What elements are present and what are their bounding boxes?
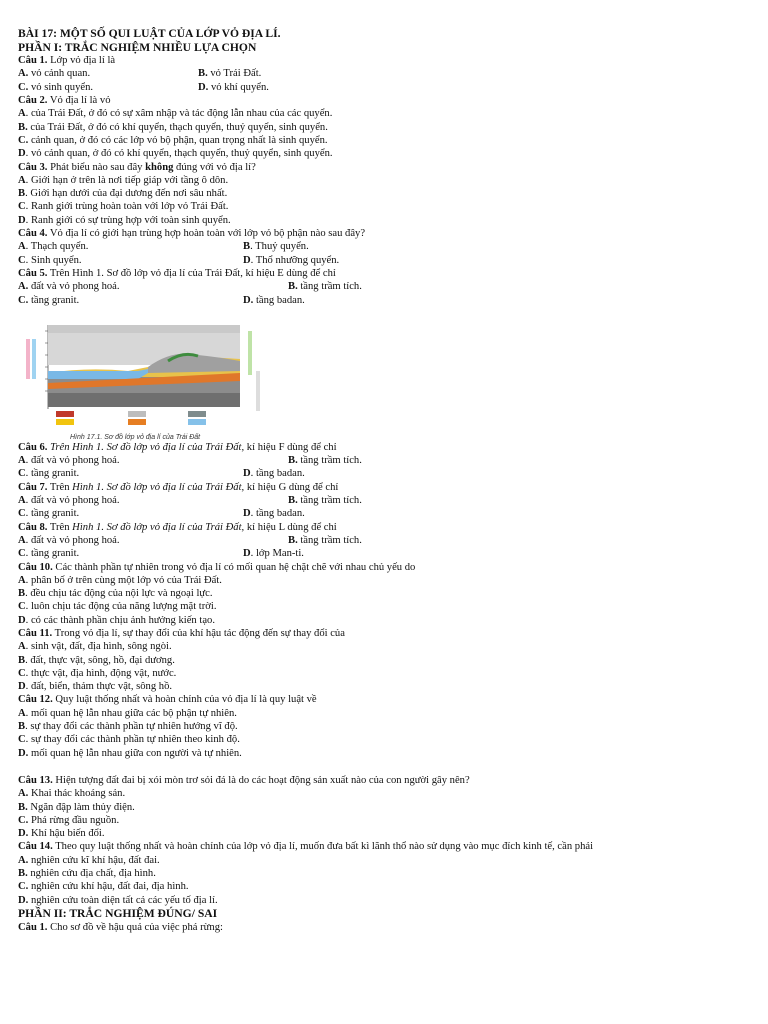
question-12 [18, 693, 758, 706]
option-text: vỏ sinh quyển. [28, 81, 94, 93]
option-text: . tầng granit. [25, 508, 80, 520]
option-letter: D. [18, 828, 29, 840]
question-text: Hiện tượng đất đai bị xói mòn trơ sỏi đá là do các hoạt động sản xuất nào của con người gây nên? [52, 774, 470, 786]
option-letter: D [243, 468, 251, 480]
option-text: . Thổ nhưỡng quyển. [250, 254, 340, 266]
option-letter: D [243, 254, 251, 266]
option-d [18, 894, 758, 907]
question-label: Câu 10. [18, 561, 53, 573]
question-13 [18, 774, 758, 787]
option-letter: A. [18, 854, 29, 866]
question-label: Câu 6. [18, 441, 48, 453]
option-letter: B. [288, 281, 298, 293]
option-letter: B. [198, 68, 208, 80]
question-text: Lớp vỏ địa lí là [47, 55, 116, 67]
option-letter: C. [18, 134, 29, 146]
option-letter: D. [18, 894, 29, 906]
options-row [18, 280, 758, 293]
option-letter: C [18, 734, 26, 746]
question-label: Câu 2. [18, 95, 48, 107]
option-letter: B. [288, 495, 298, 507]
question-label: Câu 1. [18, 921, 48, 933]
option-text: tầng trầm tích. [297, 495, 362, 507]
option-text: mối quan hệ lẫn nhau giữa con người và tự nhiên. [28, 747, 242, 759]
option-text: . đều chịu tác động của nội lực và ngoại lực. [25, 588, 213, 600]
option-text: . sinh vật, đất, địa hình, sông ngòi. [25, 641, 172, 653]
part-2-heading: PHẦN II: TRẮC NGHIỆM ĐÚNG/ SAI [18, 906, 218, 920]
question-label: Câu 13. [18, 774, 53, 786]
question-text: Hình 1. Sơ đồ lớp vỏ địa lí của Trái Đất, [69, 521, 245, 533]
option-text: . thực vật, địa hình, động vật, nước. [25, 667, 177, 679]
option-letter: D. [198, 81, 209, 93]
option-letter: B. [18, 868, 28, 880]
option-letter: A [18, 241, 26, 253]
option-letter: C [18, 601, 26, 613]
question-text: Hình 1. Sơ đồ lớp vỏ địa lí của Trái Đất, [69, 481, 245, 493]
option-a [18, 107, 758, 120]
question-4 [18, 227, 758, 240]
option-letter: C. [18, 814, 29, 826]
option-b [18, 121, 758, 134]
question-5 [18, 267, 758, 280]
option-letter: A [18, 108, 26, 120]
options-row [18, 240, 758, 253]
question-text: Quy luật thống nhất và hoàn chỉnh của vỏ địa lí là quy luật về [52, 694, 317, 706]
option-text: cảnh quan, ở đó có các lớp vỏ bộ phận, quan trọng nhất là sinh quyển. [28, 134, 328, 146]
option-text: vỏ Trái Đất. [207, 68, 262, 80]
option-d [18, 827, 758, 840]
option-text: . Thạch quyển. [25, 241, 89, 253]
option-b [18, 654, 758, 667]
question-text: Trên Hình 1. Sơ đồ lớp vỏ địa lí của Trái Đất, kí hiệu E dùng để chỉ [47, 267, 336, 279]
question-7 [18, 481, 758, 494]
option-text: . đất và vỏ phong hoá. [25, 455, 120, 467]
options-row [18, 294, 758, 307]
option-text: . sự thay đổi các thành phần tự nhiên hướng vĩ độ. [25, 721, 238, 733]
option-text: . Ranh giới trùng hoàn toàn với lớp vỏ Trái Đất. [25, 201, 229, 213]
option-letter: C [18, 508, 26, 520]
option-text: . của Trái Đất, ở đó có sự xâm nhập và tác động lẫn nhau của các quyển. [25, 108, 333, 120]
question-10 [18, 561, 758, 574]
options-row [18, 507, 758, 520]
option-letter: A [18, 495, 26, 507]
keyword: không [145, 161, 174, 173]
option-text: Khai thác khoáng sản. [28, 788, 126, 800]
option-letter: B. [288, 534, 298, 546]
option-letter: D. [18, 747, 29, 759]
question-text: Vỏ địa lí có giới hạn trùng hợp hoàn toàn với lớp vỏ bộ phận nào sau đây? [47, 228, 366, 240]
options-row [18, 67, 758, 80]
options-row [18, 534, 758, 547]
option-letter: B [18, 188, 26, 200]
options-row [18, 467, 758, 480]
question-text: Theo quy luật thống nhất và hoàn chỉnh của lớp vỏ địa lí, muốn đưa bất kì lãnh thổ nào sử dụng vào mục đích kinh tế, cần phải [52, 841, 594, 853]
option-letter: D [243, 508, 251, 520]
option-text: . Giới hạn dưới của đại dương đến nơi sâu nhất. [25, 188, 228, 200]
option-a [18, 707, 758, 720]
option-a [18, 174, 758, 187]
option-letter: D [18, 681, 26, 693]
option-text: nghiên cứu khí hậu, đất đai, địa hình. [28, 881, 189, 893]
option-text: . vỏ cảnh quan, ở đó có khí quyển, thạch quyển, thuỷ quyển, sinh quyển. [25, 148, 333, 160]
option-text: . đất và vỏ phong hoá. [25, 534, 120, 546]
question-label: Câu 14. [18, 841, 53, 853]
question-label: Câu 12. [18, 694, 53, 706]
question-text: Trên Hình 1. Sơ đồ lớp vỏ địa lí của Trái Đất, [47, 441, 245, 453]
question-2 [18, 94, 758, 107]
options-row [18, 81, 758, 94]
option-letter: B [18, 654, 26, 666]
options-row [18, 254, 758, 267]
option-text: . Ranh giới có sự trùng hợp với toàn sinh quyển. [25, 214, 231, 226]
option-letter: D [18, 214, 26, 226]
figure-caption: Hình 17.1. Sơ đồ lớp vỏ địa lí của Trái Đất [70, 433, 201, 441]
option-letter: C [18, 254, 26, 266]
option-b [18, 187, 758, 200]
option-text: . lớp Man-ti. [250, 548, 304, 560]
option-text: tầng trầm tích. [297, 534, 362, 546]
lesson-title: BÀI 17: MỘT SỐ QUI LUẬT CỦA LỚP VỎ ĐỊA LÍ. [18, 27, 281, 40]
spacer [18, 760, 758, 774]
part-2-question-1 [18, 921, 758, 934]
option-letter: A [18, 574, 26, 586]
option-letter: D [18, 614, 26, 626]
question-8 [18, 521, 758, 534]
question-1 [18, 54, 758, 67]
option-text: . đất, thực vật, sông, hồ, đại dương. [25, 654, 175, 666]
option-letter: B. [18, 121, 28, 133]
option-text: Khí hậu biến đổi. [28, 828, 105, 840]
option-d [18, 747, 758, 760]
option-letter: A [18, 174, 26, 186]
option-text: . tầng badan. [250, 508, 305, 520]
option-c [18, 134, 758, 147]
worksheet [18, 27, 758, 934]
option-text: . tầng granit. [25, 468, 80, 480]
option-text: nghiên cứu địa chất, địa hình. [27, 868, 156, 880]
option-letter: B [243, 241, 251, 253]
question-text: Vỏ địa lí là vỏ [47, 95, 111, 107]
question-text: kí hiệu G dùng để chỉ [244, 481, 339, 493]
option-text: Phá rừng đầu nguồn. [28, 814, 120, 826]
option-text: vỏ khí quyển. [208, 81, 269, 93]
option-text: tầng badan. [253, 294, 305, 306]
option-letter: C [18, 667, 26, 679]
option-a [18, 574, 758, 587]
option-text: . Sinh quyển. [25, 254, 82, 266]
question-3 [18, 161, 758, 174]
option-d [18, 680, 758, 693]
question-label: Câu 5. [18, 267, 48, 279]
option-b [18, 720, 758, 733]
option-text: . đất, biển, thảm thực vật, sông hồ. [25, 681, 173, 693]
option-text: . tầng badan. [250, 468, 305, 480]
question-text: đúng với vỏ địa lí? [173, 161, 256, 173]
option-text: . đất và vỏ phong hoá. [25, 495, 120, 507]
question-text: Phát biểu nào sau đây [47, 161, 146, 173]
question-text: Trong vỏ địa lí, sự thay đổi của khí hậu tác động đến sự thay đổi của [52, 627, 345, 639]
option-letter: C. [18, 294, 29, 306]
earth-crust-diagram [18, 321, 268, 441]
option-letter: A [18, 455, 26, 467]
question-label: Câu 8. [18, 521, 48, 533]
part-1-heading: PHẦN I: TRẮC NGHIỆM NHIỀU LỰA CHỌN [18, 40, 257, 54]
option-letter: A. [18, 281, 29, 293]
option-a [18, 787, 758, 800]
option-text: . Thuỷ quyển. [250, 241, 309, 253]
option-letter: C. [18, 81, 29, 93]
option-text: . sự thay đổi các thành phần tự nhiên theo kinh độ. [25, 734, 240, 746]
question-label: Câu 7. [18, 481, 48, 493]
option-text: của Trái Đất, ở đó có khí quyển, thạch quyển, thuỷ quyển, sinh quyển. [27, 121, 328, 133]
question-text: Các thành phần tự nhiên trong vỏ địa lí có mối quan hệ chặt chẽ với nhau chủ yếu do [52, 561, 416, 573]
question-label: Câu 3. [18, 161, 48, 173]
options-row [18, 454, 758, 467]
option-c [18, 814, 758, 827]
option-c [18, 600, 758, 613]
option-letter: C [18, 548, 26, 560]
option-letter: A. [18, 68, 29, 80]
option-b [18, 867, 758, 880]
option-text: nghiên cứu kĩ khí hậu, đất đai. [28, 854, 160, 866]
option-text: . Giới hạn ở trên là nơi tiếp giáp với tầng ô dôn. [25, 174, 229, 186]
option-letter: C [18, 201, 26, 213]
question-text: Trên [47, 521, 70, 533]
option-c [18, 880, 758, 893]
option-text: . luôn chịu tác động của năng lượng mặt trời. [25, 601, 217, 613]
question-text: Cho sơ đồ về hậu quả của việc phá rừng: [47, 921, 223, 933]
option-b [18, 587, 758, 600]
option-c [18, 667, 758, 680]
option-letter: A [18, 707, 26, 719]
option-letter: B. [288, 455, 298, 467]
option-text: nghiên cứu toàn diện tất cả các yếu tố địa lí. [28, 894, 218, 906]
option-text: tầng trầm tích. [297, 281, 362, 293]
question-label: Câu 11. [18, 627, 53, 639]
option-letter: D [18, 148, 26, 160]
question-text: Trên [47, 481, 70, 493]
option-letter: C [18, 468, 26, 480]
option-letter: B [18, 721, 26, 733]
option-c [18, 733, 758, 746]
option-letter: A [18, 534, 26, 546]
option-letter: D [243, 548, 251, 560]
option-text: . có các thành phần chịu ảnh hưởng kiến tạo. [25, 614, 215, 626]
option-text: Ngăn đập làm thủy điện. [27, 801, 135, 813]
option-d [18, 147, 758, 160]
question-14 [18, 840, 758, 853]
option-c [18, 200, 758, 213]
options-row [18, 547, 758, 560]
option-letter: B [18, 588, 26, 600]
question-label: Câu 4. [18, 228, 48, 240]
option-letter: D. [243, 294, 254, 306]
crust-layers-illustration [18, 321, 268, 431]
question-text: kí hiệu F dùng để chỉ [244, 441, 337, 453]
option-text: . phân bố ở trên cùng một lớp vỏ của Trái Đất. [25, 574, 222, 586]
option-letter: C. [18, 881, 29, 893]
option-letter: B. [18, 801, 28, 813]
option-text: . mối quan hệ lẫn nhau giữa các bộ phận tự nhiên. [25, 707, 237, 719]
option-a [18, 854, 758, 867]
option-d [18, 214, 758, 227]
option-d [18, 614, 758, 627]
question-11 [18, 627, 758, 640]
option-text: tầng trầm tích. [297, 455, 362, 467]
option-text: tầng granit. [28, 294, 80, 306]
option-a [18, 640, 758, 653]
option-text: . tầng granit. [25, 548, 80, 560]
option-text: đất và vỏ phong hoá. [28, 281, 120, 293]
option-letter: A. [18, 788, 29, 800]
option-letter: A [18, 641, 26, 653]
question-text: kí hiệu L dùng để chỉ [244, 521, 337, 533]
option-text: vỏ cảnh quan. [28, 68, 91, 80]
options-row [18, 494, 758, 507]
question-label: Câu 1. [18, 55, 48, 67]
option-b [18, 801, 758, 814]
